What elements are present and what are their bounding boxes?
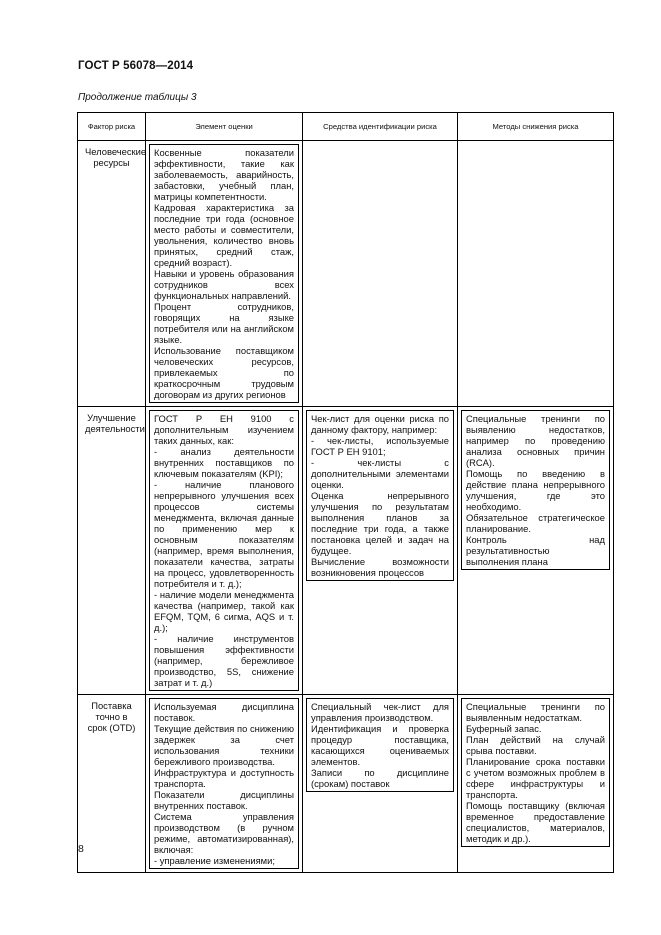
element-paragraph: - наличие планового непрерывного улучшения всех процессов системы менеджмента, включая данные по применению мер к основным показателям (например, время выполнения, показатели качества, затраты на процесс, удовлетворенность потребителя и т. д.); xyxy=(154,479,294,589)
element-paragraph: - наличие инструментов повышения эффективности (например, бережливое производство, 5S, снижение затрат и т. д.) xyxy=(154,633,294,688)
column-header-factor: Фактор риска xyxy=(78,113,146,141)
column-header-mitigation: Методы снижения риска xyxy=(458,113,614,141)
factor-cell xyxy=(78,695,146,873)
identification-paragraph: Записи по дисциплине (срокам) поставок xyxy=(311,767,449,789)
mitigation-paragraph: Помощь поставщику (включая временное предоставление специалистов, материалов, методик и др.). xyxy=(466,800,605,844)
element-paragraph: - анализ деятельности внутренних поставщиков по ключевым показателям (KPI); xyxy=(154,446,294,479)
element-paragraph: ГОСТ Р ЕН 9100 с дополнительным изучением таких данных, как: xyxy=(154,413,294,446)
identification-cell xyxy=(303,141,458,407)
column-header-element: Элемент оценки xyxy=(146,113,303,141)
mitigation-cell xyxy=(458,695,614,873)
identification-cell xyxy=(303,695,458,873)
element-paragraph: Показатели дисциплины внутренних поставок. xyxy=(154,789,294,811)
element-paragraph: Используемая дисциплина поставок. xyxy=(154,701,294,723)
table-row xyxy=(78,695,614,873)
mitigation-paragraph: Помощь по введению в действие плана непрерывного улучшения, где это необходимо. xyxy=(466,468,605,512)
document-header: ГОСТ Р 56078—2014 xyxy=(78,60,194,72)
identification-paragraph: Чек-лист для оценки риска по данному фактору, например: xyxy=(311,413,449,435)
factor-cell xyxy=(78,407,146,695)
identification-paragraph: Специальный чек-лист для управления производством. xyxy=(311,701,449,723)
identification-paragraph: - чек-листы с дополнительными элементами оценки. xyxy=(311,457,449,490)
element-paragraph: - управление изменениями; xyxy=(154,855,275,866)
risk-table xyxy=(77,112,614,873)
table-caption: Продолжение таблицы 3 xyxy=(78,92,197,103)
mitigation-cell xyxy=(458,141,614,407)
element-paragraph: Система управления производством (в ручном режиме, автоматизированная), включая: xyxy=(154,811,294,855)
element-paragraph: Инфраструктура и доступность транспорта. xyxy=(154,767,294,789)
element-paragraph: Кадровая характеристика за последние три года (основное место работы и совместители, увольнения, количество вновь принятых, средний стаж, средний возраст). xyxy=(154,202,294,268)
table-header-row xyxy=(78,113,614,141)
table-row xyxy=(78,407,614,695)
identification-paragraph: Идентификация и проверка процедур поставщика, касающихся оцениваемых элементов. xyxy=(311,723,449,767)
factor-label: Человеческие ресурсы xyxy=(85,146,147,168)
mitigation-paragraph: Контроль над результативностью выполнения плана xyxy=(466,534,605,567)
factor-label: Поставка точно в срок (OTD) xyxy=(87,700,136,733)
element-paragraph: Косвенные показатели эффективности, такие как заболеваемость, аварийность, забастовки, учебный план, матрицы компетентности. xyxy=(154,147,294,202)
element-paragraph: Навыки и уровень образования сотрудников всех функциональных направлений. xyxy=(154,268,294,301)
element-paragraph: Использование поставщиком человеческих ресурсов, привлекаемых по краткосрочным трудовым договорам из других регионов xyxy=(154,345,294,400)
mitigation-paragraph: Планирование срока поставки с учетом возможных проблем в сфере инфраструктуры и транспорта. xyxy=(466,756,605,800)
element-cell xyxy=(146,141,303,407)
identification-paragraph: - чек-листы, используемые ГОСТ Р ЕН 9101; xyxy=(311,435,449,457)
element-paragraph: Процент сотрудников, говорящих на языке потребителя или на английском языке. xyxy=(154,301,294,345)
column-header-identification: Средства идентификации риска xyxy=(303,113,458,141)
page-number: 8 xyxy=(78,843,84,855)
mitigation-paragraph: Специальные тренинги по выявленным недостаткам. xyxy=(466,701,605,723)
element-cell xyxy=(146,695,303,873)
table-row xyxy=(78,141,614,407)
mitigation-paragraph: План действий на случай срыва поставки. xyxy=(466,734,605,756)
mitigation-cell xyxy=(458,407,614,695)
element-cell xyxy=(146,407,303,695)
factor-label: Улучшение деятельности xyxy=(85,412,145,434)
element-paragraph: - наличие модели менеджмента качества (например, такой как EFQM, TQM, 6 сигма, AQS и т. д.); xyxy=(154,589,294,633)
identification-paragraph: Вычисление возможности возникновения процессов xyxy=(311,556,449,578)
mitigation-paragraph: Буферный запас. xyxy=(466,723,542,734)
identification-cell xyxy=(303,407,458,695)
mitigation-paragraph: Обязательное стратегическое планирование. xyxy=(466,512,605,534)
mitigation-paragraph: Специальные тренинги по выявлению недостатков, например по проведению анализа основных причин (RCA). xyxy=(466,413,605,468)
factor-cell xyxy=(78,141,146,407)
element-paragraph: Текущие действия по снижению задержек за счет использования техники бережливого производства. xyxy=(154,723,294,767)
identification-paragraph: Оценка непрерывного улучшения по результатам выполнения планов за последние три года, а также постановка целей и задач на будущее. xyxy=(311,490,449,556)
